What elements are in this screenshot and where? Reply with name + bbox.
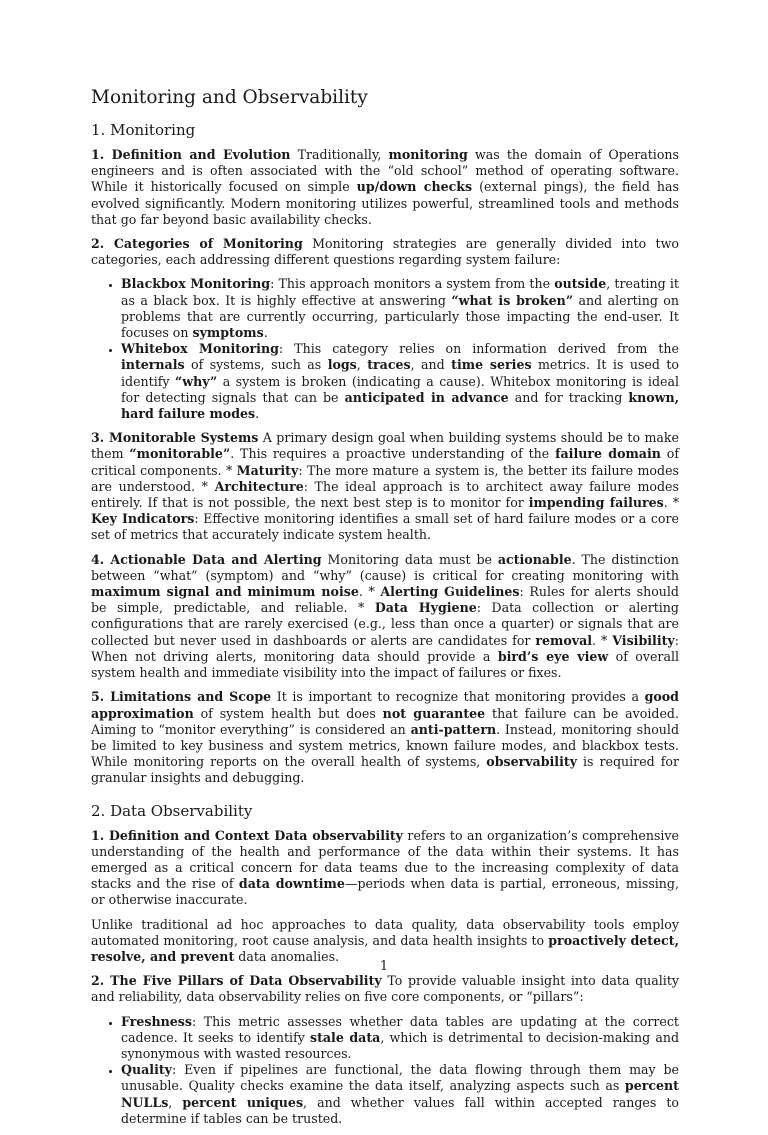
bold-term: Maturity [236, 462, 299, 478]
paragraph-five-pillars: 2. The Five Pillars of Data Observability To provide valuable insight into data quality and reliability, data observability relies on five core components, or “pillars”: [91, 973, 679, 1005]
bold-term: 3. Monitorable Systems [91, 430, 259, 446]
bold-term: bird’s eye view [497, 648, 609, 664]
paragraph-definition-context: 1. Definition and Context Data observability refers to an organization’s comprehensive understanding of the health and performance of the data within their systems. It has emerged as a critical concern for data teams due to the increasing complexity of data stacks and the rise of data downtime—periods when data is partial, erroneous, missing, or otherwise inaccurate. [91, 827, 679, 908]
bold-term: Visibility [612, 632, 675, 648]
list-item-whitebox: • Whitebox Monitoring: This category relies on information derived from the internals of systems, such as logs, traces, and time series metrics. It is used to identify “why” a system is broken (indicating a cause). Whitebox monitoring is ideal for detecting signals that can be anticipated in advance and for tracking known, hard failure modes. [121, 341, 679, 422]
paragraph-definition-evolution: 1. Definition and Evolution Traditionally, monitoring was the domain of Operations engineers and is often associated with the “old school” method of operating software. While it historically focused on simple up/down checks (external pings), the field has evolved significantly. Modern monitoring utilizes powerful, streamlined tools and methods that go far beyond basic availability checks. [91, 147, 679, 227]
bold-term: “monitorable” [129, 446, 231, 462]
list-item-blackbox: • Blackbox Monitoring: This approach monitors a system from the outside, treating it as a black box. It is highly effective at answering “what is broken” and alerting on problems that are currently occurring, particularly those impacting the end-user. It focuses on symptoms. [121, 276, 679, 341]
list-item-quality: • Quality: Even if pipelines are functional, the data flowing through them may be unusable. Quality checks examine the data itself, analyzing aspects such as percent NULLs, percent uniques, and whether values fall within accepted ranges to determine if tables can be trusted. [121, 1062, 679, 1127]
bold-term: time series [451, 357, 532, 373]
bold-term: 1. Definition and Evolution [91, 147, 291, 162]
bold-term: Whitebox Monitoring [121, 341, 279, 357]
bold-term: up/down checks [356, 179, 473, 195]
page-number: 1 [379, 958, 388, 973]
paragraph-monitorable-systems: 3. Monitorable Systems A primary design goal when building systems should be to make them “monitorable”. This requires a proactive understanding of the failure domain of critical components. * Maturity: The more mature a system is, the better its failure modes are understood. * Architecture: The ideal approach is to architect away failure modes entirely. If that is not possible, the next best step is to monitor for impending failures. * Key Indicators: Effective monitoring identifies a small set of hard failure modes or a core set of metrics that accurately indicate system health. [91, 430, 680, 543]
bold-term: Blackbox Monitoring [121, 276, 271, 292]
bold-term: data downtime [238, 876, 345, 892]
document-page [91, 86, 679, 1135]
bold-term: failure domain [555, 446, 661, 462]
bold-term: symptoms [192, 325, 264, 341]
bold-term: Data Hygiene [374, 600, 477, 616]
bold-term: maximum signal and minimum noise [91, 584, 359, 600]
pillars-list [91, 1014, 679, 1127]
bold-term: percent NULLs [121, 1078, 679, 1110]
bold-term: 1. Definition and Context Data observability [91, 827, 403, 843]
bold-term: Alerting Guidelines [380, 584, 520, 600]
bold-term: removal [535, 632, 593, 648]
document-title: Monitoring and Observability [91, 87, 368, 108]
bold-term: outside [554, 276, 607, 292]
bold-term: 2. Categories of Monitoring [91, 236, 303, 252]
bold-term: Key Indicators [91, 511, 195, 527]
bold-term: “what is broken” [451, 292, 574, 308]
bold-term: observability [486, 754, 578, 770]
bold-term: 5. Limitations and Scope [91, 689, 272, 705]
paragraph-unlike-traditional: Unlike traditional ad hoc approaches to data quality, data observability tools employ automated monitoring, root cause analysis, and data health insights to proactively detect, resolve, and prevent data anomalies. [91, 916, 679, 964]
bold-term: good approximation [91, 689, 679, 721]
bold-term: anticipated in advance [344, 389, 509, 405]
bold-term: traces [367, 357, 411, 373]
bold-term: monitoring [388, 147, 468, 162]
section-heading-monitoring: 1. Monitoring [91, 121, 196, 139]
bold-term: Architecture [214, 478, 304, 494]
bold-term: actionable [497, 551, 572, 567]
bold-term: proactively detect, resolve, and prevent [91, 932, 679, 964]
bold-term: internals [121, 357, 185, 373]
bold-term: 4. Actionable Data and Alerting [91, 551, 322, 567]
list-item-freshness: • Freshness: This metric assesses whether data tables are updating at the correct cadence. It seeks to identify stale data, which is detrimental to decision-making and synonymous with wasted resources. [121, 1014, 679, 1063]
paragraph-categories: 2. Categories of Monitoring Monitoring strategies are generally divided into two categories, each addressing different questions regarding system failure: [91, 236, 679, 268]
bold-term: logs [327, 357, 357, 373]
section-heading-data-observability: 2. Data Observability [91, 801, 253, 820]
bold-term: percent uniques [182, 1094, 304, 1110]
paragraph-limitations: 5. Limitations and Scope It is important to recognize that monitoring provides a good approximation of system health but does not guarantee that failure can be avoided. Aiming to “monitor everything” is considered an anti-pattern. Instead, monitoring should be limited to key business and system metrics, known failure modes, and blackbox tests. While monitoring reports on the overall health of systems, observability is required for granular insights and debugging. [91, 689, 680, 786]
bold-term: Quality [121, 1062, 172, 1078]
bold-term: not guarantee [382, 705, 486, 721]
paragraph-actionable-data: 4. Actionable Data and Alerting Monitoring data must be actionable. The distinction between “what” (symptom) and “why” (cause) is critical for creating monitoring with maximum signal and minimum noise. * Alerting Guidelines: Rules for alerts should be simple, predictable, and reliable. * Data Hygiene: Data collection or alerting configurations that are rarely exercised (e.g., less than once a quarter) or signals that are collected but never used in dashboards or alerts are candidates for removal. * Visibility: When not driving alerts, monitoring data should provide a bird’s eye view of overall system health and immediate visibility into the impact of failures or fixes. [91, 551, 680, 681]
bold-term: stale data [309, 1029, 381, 1045]
bold-term: anti-pattern [410, 721, 497, 737]
bold-term: known, hard failure modes [121, 389, 680, 422]
bold-term: “why” [174, 373, 218, 389]
bold-term: impending failures [528, 495, 664, 511]
monitoring-categories-list [91, 276, 679, 422]
bold-term: Freshness [121, 1013, 192, 1029]
bold-term: 2. The Five Pillars of Data Observability [91, 973, 382, 989]
